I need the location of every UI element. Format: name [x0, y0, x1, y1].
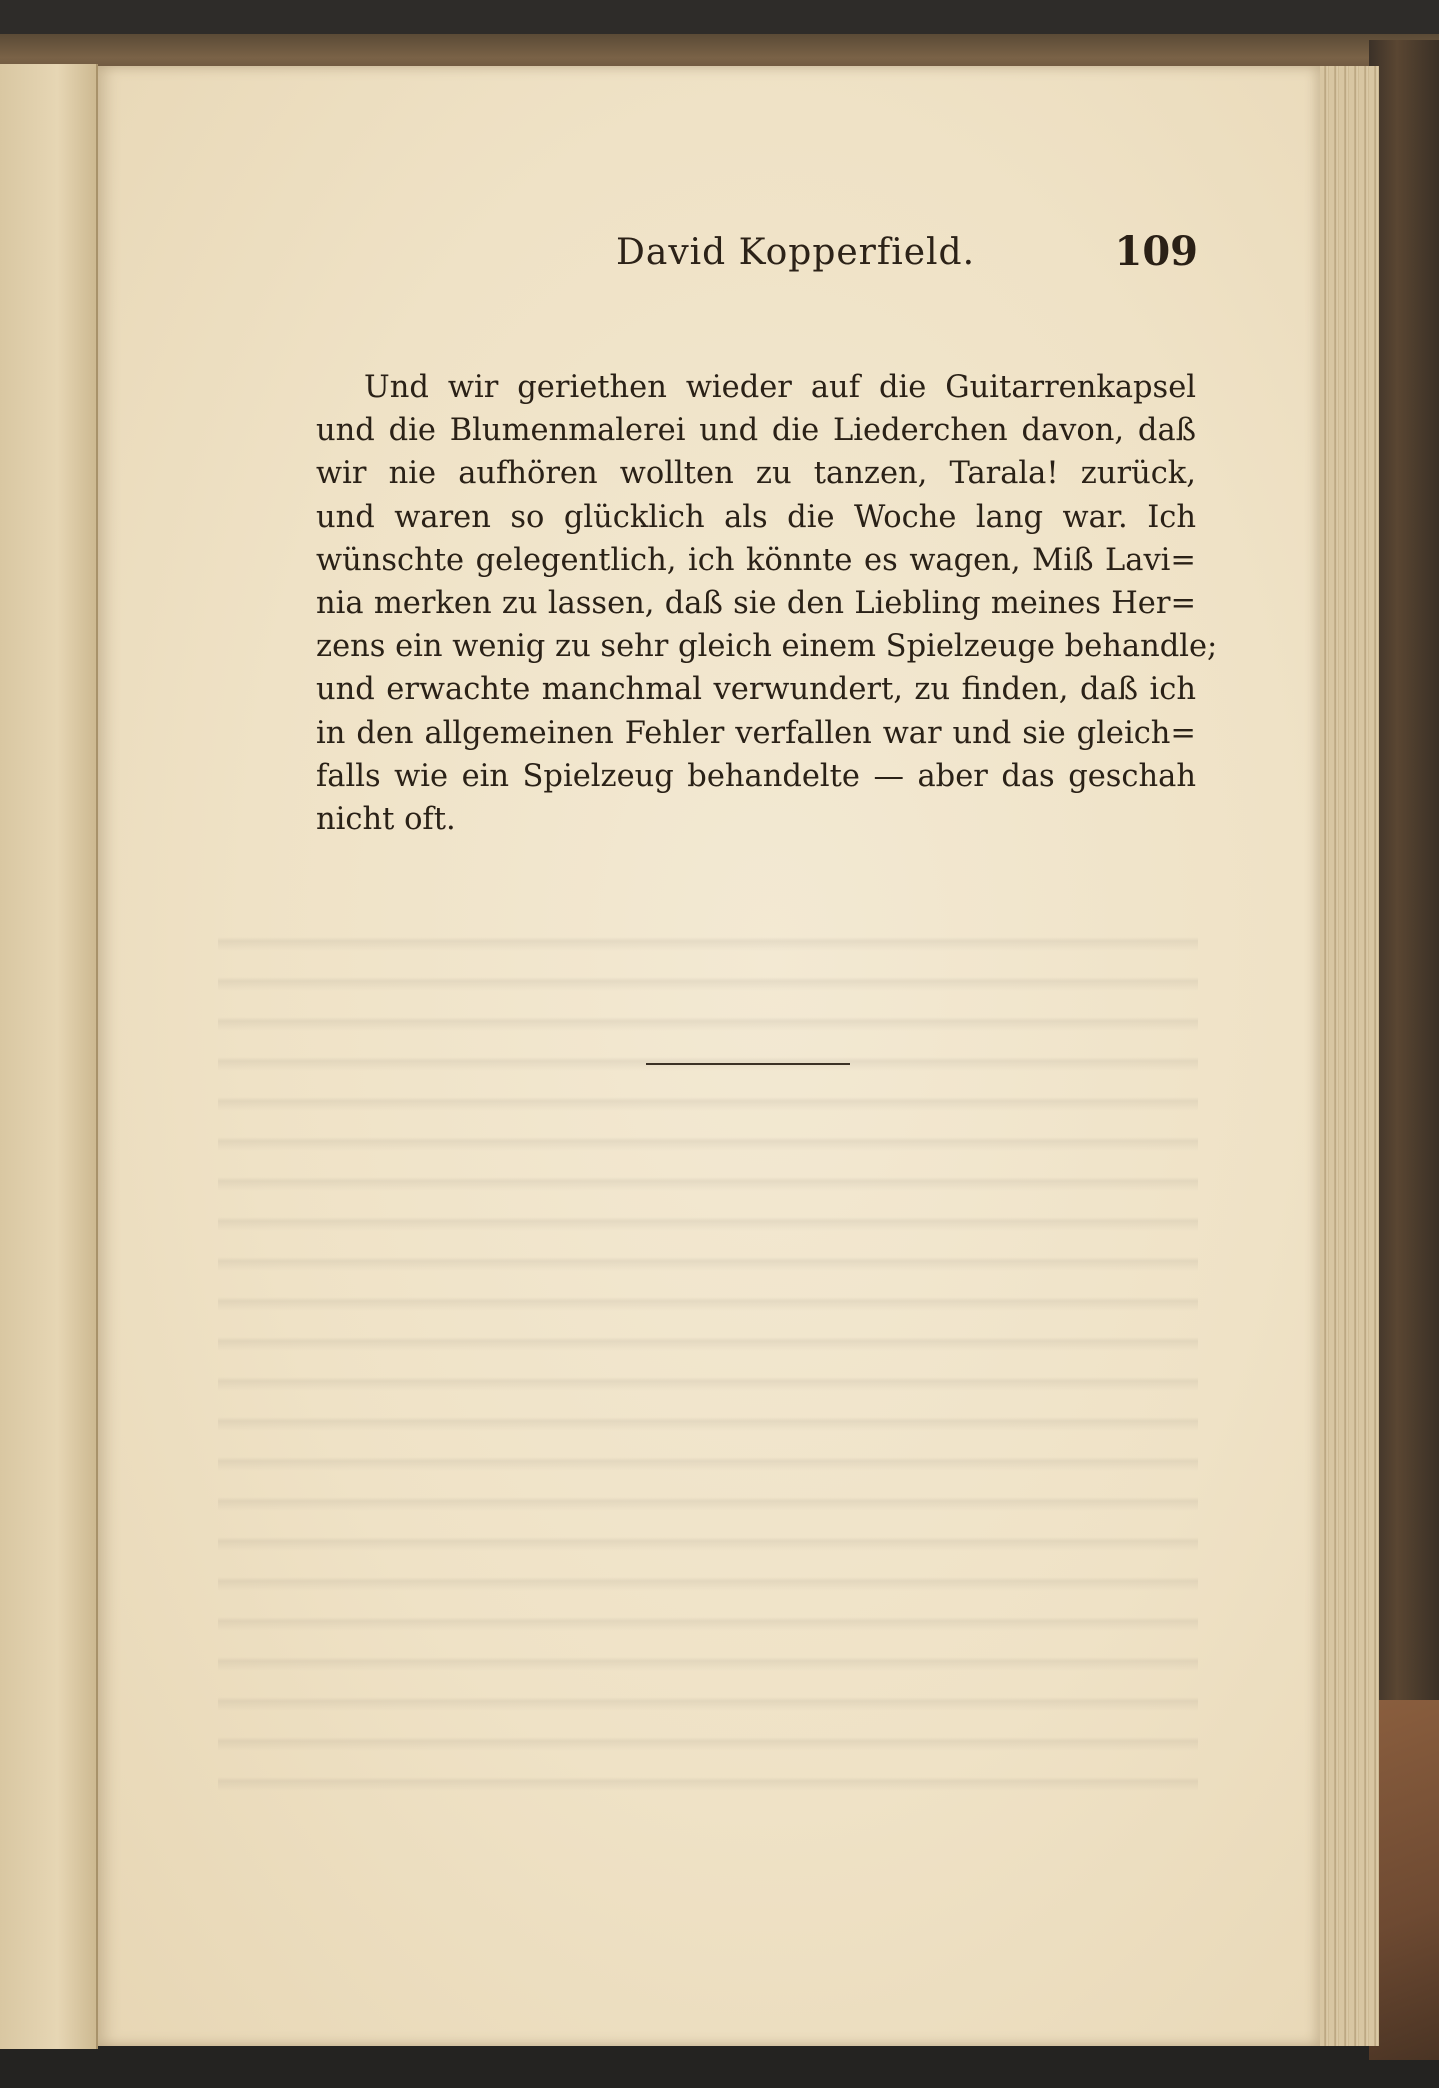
text-line: nicht oft. [316, 802, 456, 838]
text-line: nia merken zu lassen, daß sie den Liebling meines Her= [316, 586, 1196, 622]
paragraph [316, 366, 1218, 841]
text-line: zens ein wenig zu sehr gleich einem Spielzeuge behandle; [316, 629, 1218, 665]
text-line: wir nie aufhören wollten zu tanzen, Tarala! zurück, [316, 456, 1196, 492]
book-page [98, 66, 1320, 2046]
text-line: und erwachte manchmal verwundert, zu finden, daß ich [316, 672, 1196, 708]
page-number: 109 [1114, 228, 1198, 275]
book-cover-corner [1369, 1700, 1439, 2060]
page-header [218, 228, 1198, 288]
text-line: und waren so glücklich als die Woche lang war. Ich [316, 499, 1196, 535]
text-line: in den allgemeinen Fehler verfallen war und sie gleich= [316, 715, 1196, 751]
text-line: falls wie ein Spielzeug behandelte — aber das geschah [316, 758, 1196, 794]
text-line: Und wir geriethen wieder auf die Guitarrenkapsel [364, 370, 1196, 405]
page-stack-edges [1318, 66, 1379, 2046]
left-page-edge [0, 64, 98, 2049]
text-line: und die Blumenmalerei und die Liederchen davon, daß [316, 413, 1196, 449]
running-head: David Kopperfield. [616, 232, 976, 273]
show-through-text [218, 911, 1198, 1791]
text-line: wünschte gelegentlich, ich könnte es wagen, Miß Lavi= [316, 542, 1196, 578]
section-divider-rule [646, 1063, 850, 1065]
